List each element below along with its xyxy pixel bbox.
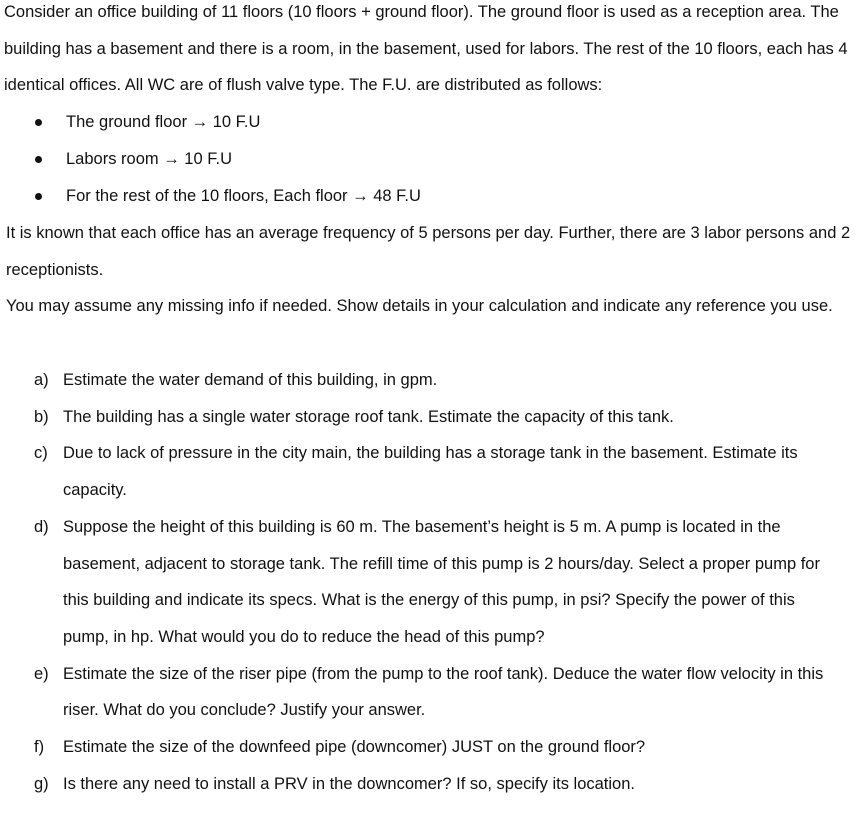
question-text: Due to lack of pressure in the city main, the building has a storage tank in the basement. Estimate its capacity. (63, 444, 798, 500)
bullet-text: For the rest of the 10 floors, Each floor → 48 F.U (66, 187, 421, 205)
question-a (0, 362, 857, 399)
question-text: Is there any need to install a PRV in the downcomer? If so, specify its location. (63, 774, 635, 793)
question-text: Estimate the water demand of this building, in gpm. (63, 371, 438, 389)
fixture-unit-list (0, 104, 857, 215)
question-letter: g) (34, 774, 49, 793)
assumptions-paragraph: You may assume any missing info if needed. Show details in your calculation and indicate any reference you use. (6, 297, 833, 315)
question-c (0, 435, 857, 508)
question-letter: a) (34, 371, 49, 389)
question-letter: c) (34, 444, 48, 463)
bullet-icon (35, 193, 42, 200)
question-g (0, 766, 857, 803)
question-text: Estimate the size of the downfeed pipe (downcomer) JUST on the ground floor? (63, 738, 646, 757)
question-text: Estimate the size of the riser pipe (from the pump to the roof tank). Deduce the water flow velocity in this riser. What do you conclude? Justify your answer. (63, 664, 824, 720)
bullet-item-other-floors (0, 178, 857, 215)
bullet-text: Labors room → 10 F.U (66, 150, 232, 168)
question-letter: b) (34, 407, 49, 426)
bullet-item-labors-room (0, 141, 857, 178)
question-d (0, 509, 857, 656)
question-f (0, 729, 857, 766)
question-b (0, 399, 857, 436)
bullet-icon (35, 156, 42, 163)
bullet-icon (35, 119, 42, 126)
question-letter: f) (34, 738, 45, 757)
question-text: Suppose the height of this building is 60 m. The basement’s height is 5 m. A pump is located in the basement, adjacent to storage tank. The refill time of this pump is 2 hours/day. Select a proper pump for this building and indicate its specs. What is the energy of this pump, in psi? Specify the power of this pump, in hp. What would you do to reduce the head of this pump? (63, 517, 820, 646)
question-letter: d) (34, 517, 49, 536)
question-letter: e) (34, 664, 49, 683)
question-list (0, 362, 857, 802)
known-info-paragraph: It is known that each office has an average frequency of 5 persons per day. Further, there are 3 labor persons and 2 receptionists. (6, 224, 851, 279)
question-text: The building has a single water storage roof tank. Estimate the capacity of this tank. (63, 407, 674, 426)
bullet-item-ground-floor (0, 104, 857, 141)
bullet-text: The ground floor → 10 F.U (66, 113, 261, 131)
question-e (0, 656, 857, 729)
intro-paragraph: Consider an office building of 11 floors (10 floors + ground floor). The ground floor is used as a reception area. The building has a basement and there is a room, in the basement, used for labors. The rest of the 10 floors, each has 4 identical offices. All WC are of flush valve type. The F.U. are distributed as follows: (4, 3, 848, 95)
